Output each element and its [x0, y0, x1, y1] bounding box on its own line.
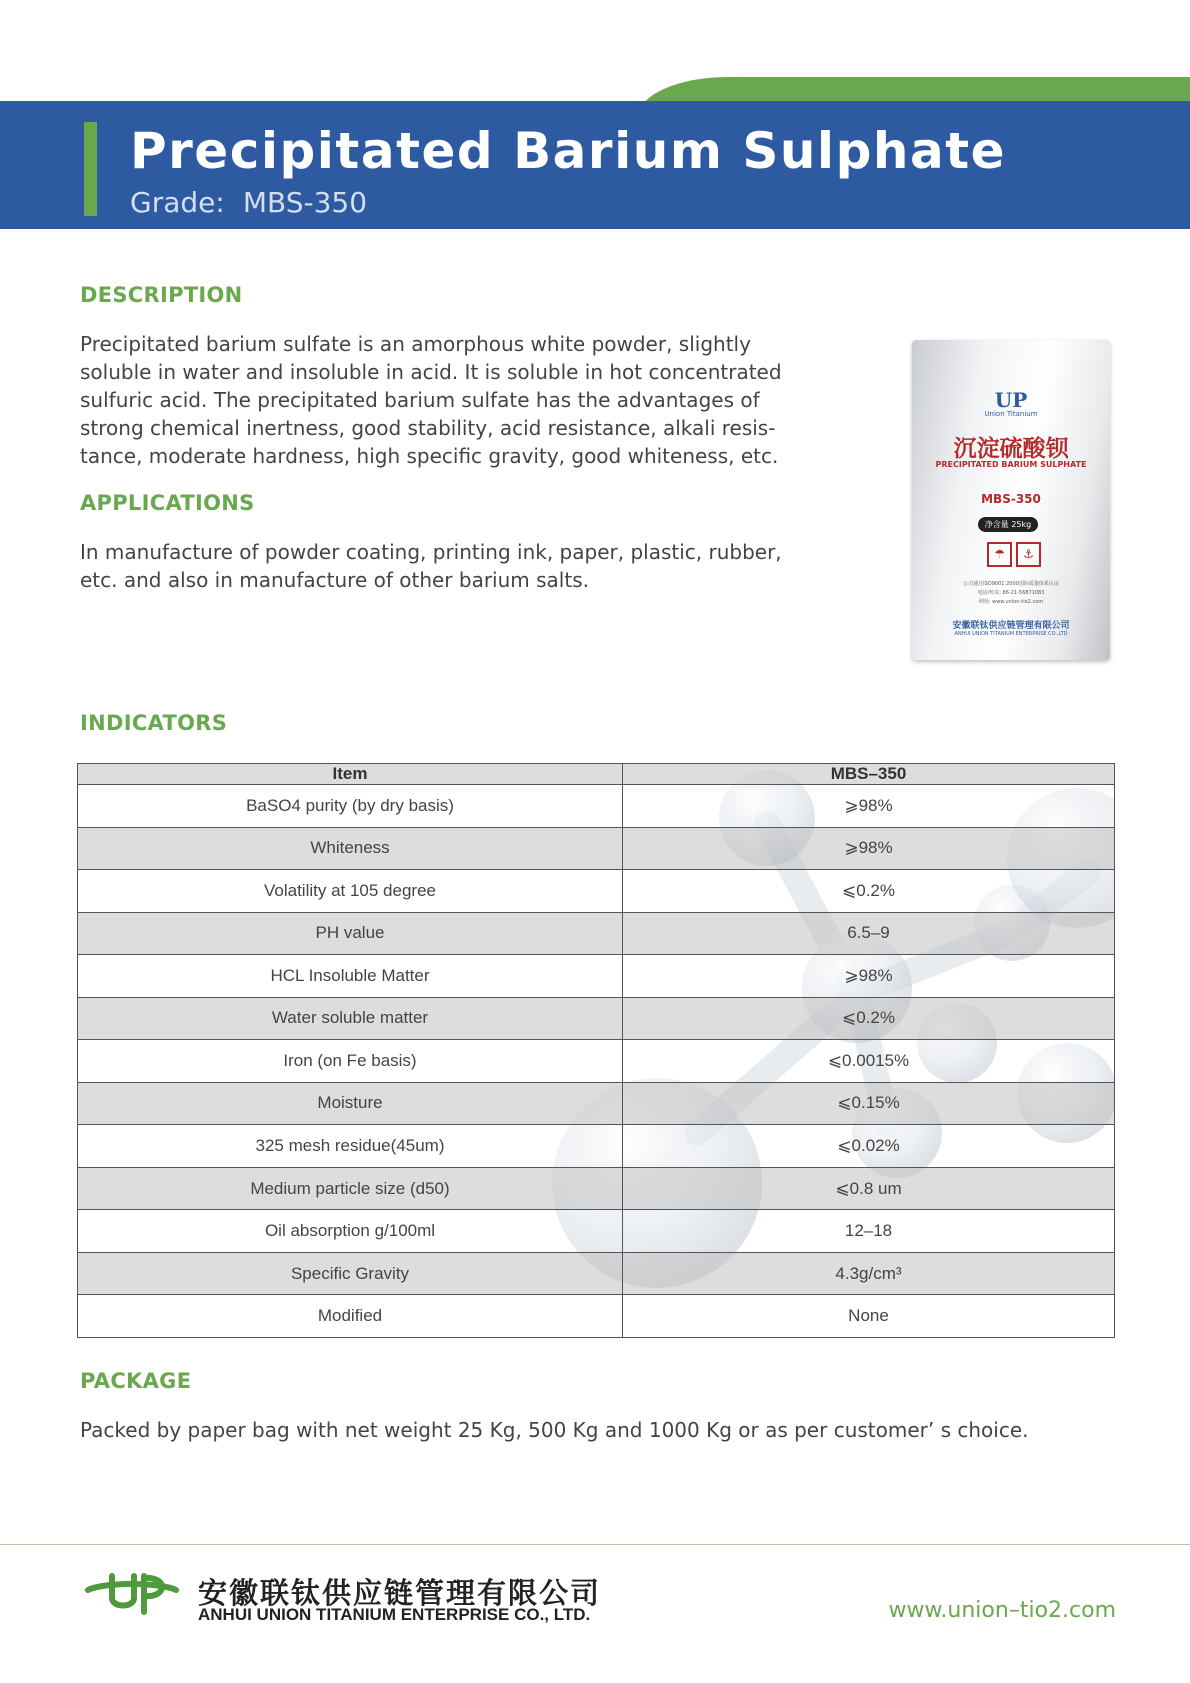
value-cell: ⩽0.8 um [623, 1167, 1115, 1210]
item-cell: Specific Gravity [78, 1252, 623, 1295]
item-cell: 325 mesh residue(45um) [78, 1125, 623, 1168]
footer-company-en: ANHUI UNION TITANIUM ENTERPRISE CO., LTD. [198, 1605, 591, 1624]
table-row [78, 1040, 1115, 1083]
table-row [78, 912, 1115, 955]
value-cell: None [623, 1295, 1115, 1338]
applications-line: etc. and also in manufacture of other barium salts. [80, 568, 589, 592]
indicators-table-wrap [77, 763, 1115, 1338]
package-heading: PACKAGE [80, 1369, 192, 1393]
indicators-heading: INDICATORS [80, 711, 228, 735]
value-cell: ⩽0.2% [623, 870, 1115, 913]
bag-grade: MBS-350 [981, 492, 1041, 506]
hook-icon: ⚓ [1016, 542, 1041, 567]
applications-heading: APPLICATIONS [80, 491, 255, 515]
item-cell: Water soluble matter [78, 997, 623, 1040]
column-header-grade: MBS–350 [623, 764, 1115, 785]
product-bag-image [912, 340, 1110, 660]
table-row [78, 785, 1115, 828]
indicators-table [77, 763, 1115, 1338]
umbrella-icon: ☂ [987, 542, 1012, 567]
footer-divider [0, 1544, 1190, 1545]
bag-product-name-cn: 沉淀硫酸钡 [953, 436, 1069, 462]
table-header-row [78, 764, 1115, 785]
value-cell: ⩽0.0015% [623, 1040, 1115, 1083]
item-cell: BaSO4 purity (by dry basis) [78, 785, 623, 828]
value-cell: 6.5–9 [623, 912, 1115, 955]
description-text [80, 330, 800, 470]
description-line: soluble in water and insoluble in acid. It is soluble in hot concentrated [80, 360, 782, 384]
page-title: Precipitated Barium Sulphate [130, 122, 1007, 180]
applications-line: In manufacture of powder coating, printing ink, paper, plastic, rubber, [80, 540, 782, 564]
table-row [78, 870, 1115, 913]
item-cell: Oil absorption g/100ml [78, 1210, 623, 1253]
footer-company-cn: 安徽联钛供应链管理有限公司 [198, 1576, 602, 1610]
applications-text [80, 538, 800, 594]
value-cell: ⩽0.02% [623, 1125, 1115, 1168]
description-line: Precipitated barium sulfate is an amorphous white powder, slightly [80, 332, 751, 356]
item-cell: Iron (on Fe basis) [78, 1040, 623, 1083]
value-cell: ⩽0.15% [623, 1082, 1115, 1125]
union-titanium-logo [84, 1568, 180, 1616]
bag-net-weight: 净含量 25kg [978, 517, 1038, 532]
grade-line [130, 186, 367, 219]
bag-logo: UP [994, 388, 1028, 412]
value-cell: 4.3g/cm³ [623, 1252, 1115, 1295]
item-cell: Medium particle size (d50) [78, 1167, 623, 1210]
value-cell: ⩾98% [623, 827, 1115, 870]
item-cell: Whiteness [78, 827, 623, 870]
banner-accent-bar [84, 122, 97, 216]
grade-value: MBS-350 [242, 186, 368, 219]
bag-brand: Union Titanium [984, 410, 1038, 418]
item-cell: Modified [78, 1295, 623, 1338]
bag-company-en: ANHUI UNION TITANIUM ENTERPRISE CO.,LTD [954, 631, 1068, 637]
bag-info-line: 网址: www.union-tio2.com [978, 599, 1044, 605]
bag-product-name-en: PRECIPITATED BARIUM SULPHATE [935, 460, 1087, 469]
table-row [78, 827, 1115, 870]
bag-handling-icons [985, 542, 1043, 567]
table-row [78, 1210, 1115, 1253]
value-cell: 12–18 [623, 1210, 1115, 1253]
item-cell: Volatility at 105 degree [78, 870, 623, 913]
item-cell: Moisture [78, 1082, 623, 1125]
item-cell: PH value [78, 912, 623, 955]
bag-info [912, 580, 1110, 607]
table-row [78, 997, 1115, 1040]
item-cell: HCL Insoluble Matter [78, 955, 623, 998]
value-cell: ⩽0.2% [623, 997, 1115, 1040]
description-line: sulfuric acid. The precipitated barium sulfate has the advantages of [80, 388, 760, 412]
package-text: Packed by paper bag with net weight 25 Kg, 500 Kg and 1000 Kg or as per customer’ s choice. [80, 1418, 1029, 1442]
description-line: strong chemical inertness, good stability, acid resistance, alkali resis- [80, 416, 776, 440]
bag-info-line: 电话/传真: 86-21-56871083 [977, 590, 1045, 596]
value-cell: ⩾98% [623, 785, 1115, 828]
description-line: tance, moderate hardness, high specific gravity, good whiteness, etc. [80, 444, 779, 468]
column-header-item: Item [78, 764, 623, 785]
table-row [78, 1295, 1115, 1338]
table-row [78, 1125, 1115, 1168]
description-heading: DESCRIPTION [80, 283, 243, 307]
footer-website-link[interactable]: www.union–tio2.com [888, 1598, 1116, 1623]
grade-label: Grade: [130, 186, 225, 219]
bag-company-cn: 安徽联钛供应链管理有限公司 [952, 621, 1070, 631]
table-row [78, 1252, 1115, 1295]
table-row [78, 955, 1115, 998]
value-cell: ⩾98% [623, 955, 1115, 998]
table-row [78, 1082, 1115, 1125]
table-row [78, 1167, 1115, 1210]
bag-info-line: 公司通过ISO9001:2000国际质量体系认证 [963, 581, 1059, 587]
